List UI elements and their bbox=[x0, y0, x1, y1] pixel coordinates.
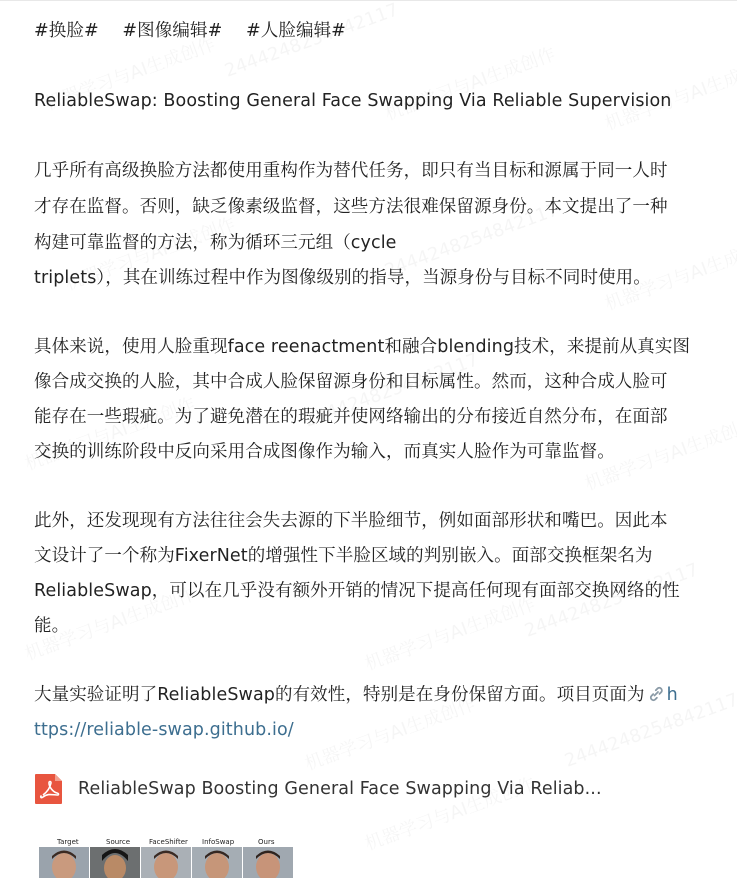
paragraph-3-line: 此外，还发现现有方法往往会失去源的下半脸细节，例如面部形状和嘴巴。因此本 bbox=[34, 511, 668, 531]
paragraph-2-line: 具体来说，使用人脸重现face reenactment和融合blending技术，来提前从真实图 bbox=[34, 337, 691, 357]
face-thumbnail bbox=[39, 847, 89, 878]
paragraph-1-line: 几乎所有高级换脸方法都使用重构作为替代任务，即只有当目标和源属于同一人时 bbox=[34, 161, 668, 181]
topic-tags bbox=[34, 13, 364, 49]
preview-column-labels bbox=[39, 836, 295, 846]
pdf-file-icon bbox=[34, 773, 64, 805]
preview-image[interactable] bbox=[39, 836, 295, 878]
project-link-continued[interactable]: ttps://reliable-swap.github.io/ bbox=[34, 720, 294, 740]
preview-label: Source bbox=[106, 838, 131, 846]
paragraph-4-line bbox=[34, 712, 294, 748]
preview-label: Target bbox=[57, 838, 79, 846]
face-thumbnail bbox=[90, 847, 140, 878]
attachment-name[interactable]: ReliableSwap Boosting General Face Swapping Via Reliab... bbox=[78, 779, 602, 799]
paragraph-3-line: ReliableSwap，可以在几乎没有额外开销的情况下提高任何现有面部交换网络的性 bbox=[34, 581, 680, 601]
paragraph-1-line: 构建可靠监督的方法，称为循环三元组（cycle bbox=[34, 233, 397, 253]
face-thumbnail bbox=[192, 847, 242, 878]
topic-tag[interactable]: #人脸编辑# bbox=[246, 21, 346, 41]
preview-face-row bbox=[39, 847, 295, 878]
paragraph-2-line: 能存在一些瑕疵。为了避免潜在的瑕疵并使网络输出的分布接近自然分布，在面部 bbox=[34, 407, 668, 427]
paragraph-1-line: 才存在监督。否则，缺乏像素级监督，这些方法很难保留源身份。本文提出了一种 bbox=[34, 197, 668, 217]
preview-label: FaceShifter bbox=[149, 838, 188, 846]
paragraph-2-line: 交换的训练阶段中反向采用合成图像作为输入，而真实人脸作为可靠监督。 bbox=[34, 442, 615, 462]
paragraph-3-line: 能。 bbox=[34, 616, 70, 636]
attachment-card[interactable] bbox=[34, 771, 634, 807]
project-link[interactable] bbox=[645, 685, 678, 705]
link-icon bbox=[647, 686, 665, 702]
paragraph-3-line: 文设计了一个称为FixerNet的增强性下半脸区域的判别嵌入。面部交换框架名为 bbox=[34, 546, 653, 566]
paragraph-4-line bbox=[34, 677, 678, 713]
paragraph-4-text: 大量实验证明了ReliableSwap的有效性，特别是在身份保留方面。项目页面为 bbox=[34, 685, 645, 705]
topic-tag[interactable]: #换脸# bbox=[34, 21, 99, 41]
post-title: ReliableSwap: Boosting General Face Swapping Via Reliable Supervision bbox=[34, 91, 672, 111]
preview-label: InfoSwap bbox=[202, 838, 235, 846]
project-link-text-start[interactable]: h bbox=[666, 685, 678, 705]
topic-tag[interactable]: #图像编辑# bbox=[122, 21, 223, 41]
face-thumbnail bbox=[141, 847, 191, 878]
paragraph-1-line: triplets），其在训练过程中作为图像级别的指导，当源身份与目标不同时使用。 bbox=[34, 268, 651, 288]
paragraph-2-line: 像合成交换的人脸，其中合成人脸保留源身份和目标属性。然而，这种合成人脸可 bbox=[34, 372, 668, 392]
preview-label: Ours bbox=[258, 838, 275, 846]
face-thumbnail bbox=[243, 847, 293, 878]
top-divider bbox=[0, 0, 737, 1]
